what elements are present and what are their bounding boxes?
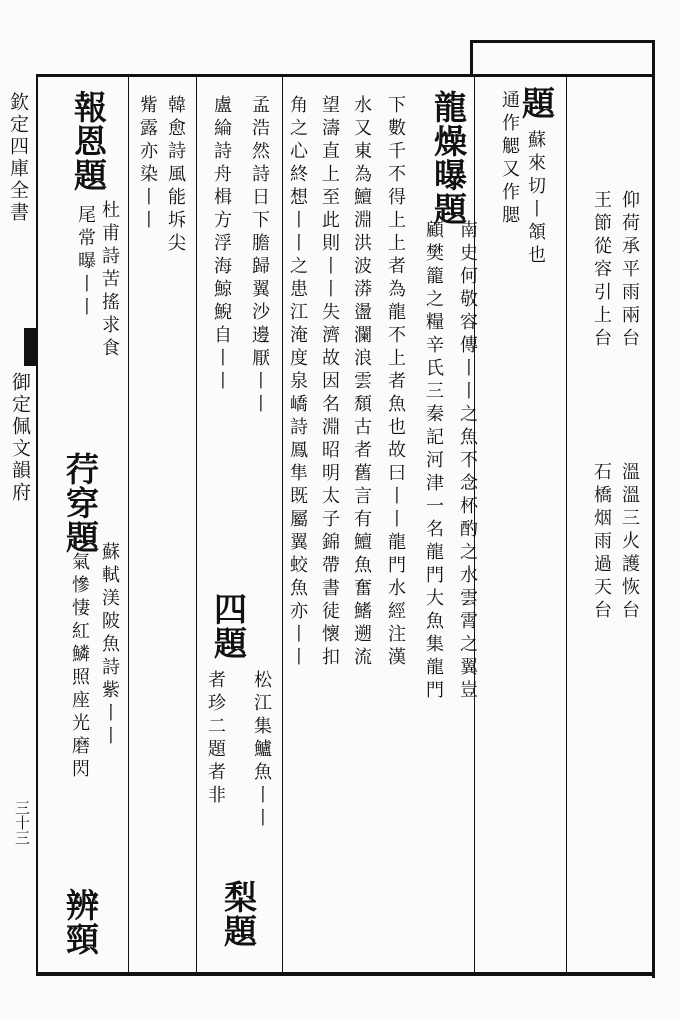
entry-heading: 龍燥曝題 [429, 90, 468, 226]
fishtail-mark [24, 328, 36, 366]
margin-divider [36, 74, 38, 974]
text-line: 水又東為鱣淵洪波漭盪瀾浪雲頹古者舊言有鱣魚奮鰭遡流 [351, 95, 372, 670]
column-divider [566, 77, 567, 972]
verse-line: 石橋烟雨過天台 [591, 462, 612, 623]
text-line: 顧樊籠之糧辛氏三秦記河津一名龍門大魚集龍門 [423, 220, 444, 703]
tab-left-edge [470, 40, 473, 77]
text-line: 觜露亦染丨丨 [137, 95, 158, 233]
entry-heading: 梨題 [219, 880, 258, 948]
text-line: 盧綸詩舟楫方浮海鯨鯢自丨丨 [211, 95, 232, 394]
text-line: 南史何敬容傳丨丨之魚不念杯酌之水雲霄之翼豈 [457, 220, 478, 703]
text-line: 韓愈詩風能坼尖 [165, 95, 186, 256]
top-border-tab [470, 40, 654, 43]
rhyme-heading: 題 [517, 86, 556, 120]
margin-title: 御定佩文韻府 [9, 372, 31, 504]
page-number: 三十三 [13, 800, 31, 845]
gloss-line: 蘇來切丨頷也 [525, 130, 546, 268]
right-border [652, 40, 655, 978]
bottom-border [36, 972, 655, 976]
gloss-line: 通作䚡又作腮 [499, 90, 520, 228]
column-divider [196, 77, 197, 972]
text-line: 杜甫詩苦搖求食 [99, 200, 120, 361]
verse-line: 王節從容引上台 [591, 190, 612, 351]
text-line: 角之心終想丨丨之患江淹度泉嶠詩鳳隼既屬翼蛟魚亦丨丨 [287, 95, 308, 670]
margin-header: 欽定四庫全書 [7, 92, 29, 224]
text-line: 望濤直上至此則丨丨失濟故因名淵昭明太子錦帶書徒懷扣 [319, 95, 340, 670]
text-line: 者珍二題者非 [205, 670, 226, 808]
verse-line: 仰荷承平雨兩台 [619, 190, 640, 351]
text-line: 蘇軾渼陂魚詩紫丨丨 [99, 542, 120, 749]
text-line: 尾常曝丨丨 [75, 205, 96, 320]
text-line: 下數千不得上上者為龍不上者魚也故曰丨丨龍門水經注漢 [385, 95, 406, 670]
entry-heading: 辨頸 [61, 888, 100, 956]
column-divider [128, 77, 129, 972]
verse-line: 溫溫三火護恢台 [619, 462, 640, 623]
entry-heading: 報恩題 [69, 90, 108, 192]
column-divider [282, 77, 283, 972]
entry-heading: 荇穿題 [61, 452, 100, 554]
entry-heading: 四題 [209, 592, 248, 660]
text-line: 氣慘悽紅鱗照座光磨閃 [69, 552, 90, 782]
text-line: 松江集鱸魚丨丨 [251, 670, 272, 831]
text-line: 孟浩然詩日下膽歸翼沙邊厭丨丨 [249, 95, 270, 417]
